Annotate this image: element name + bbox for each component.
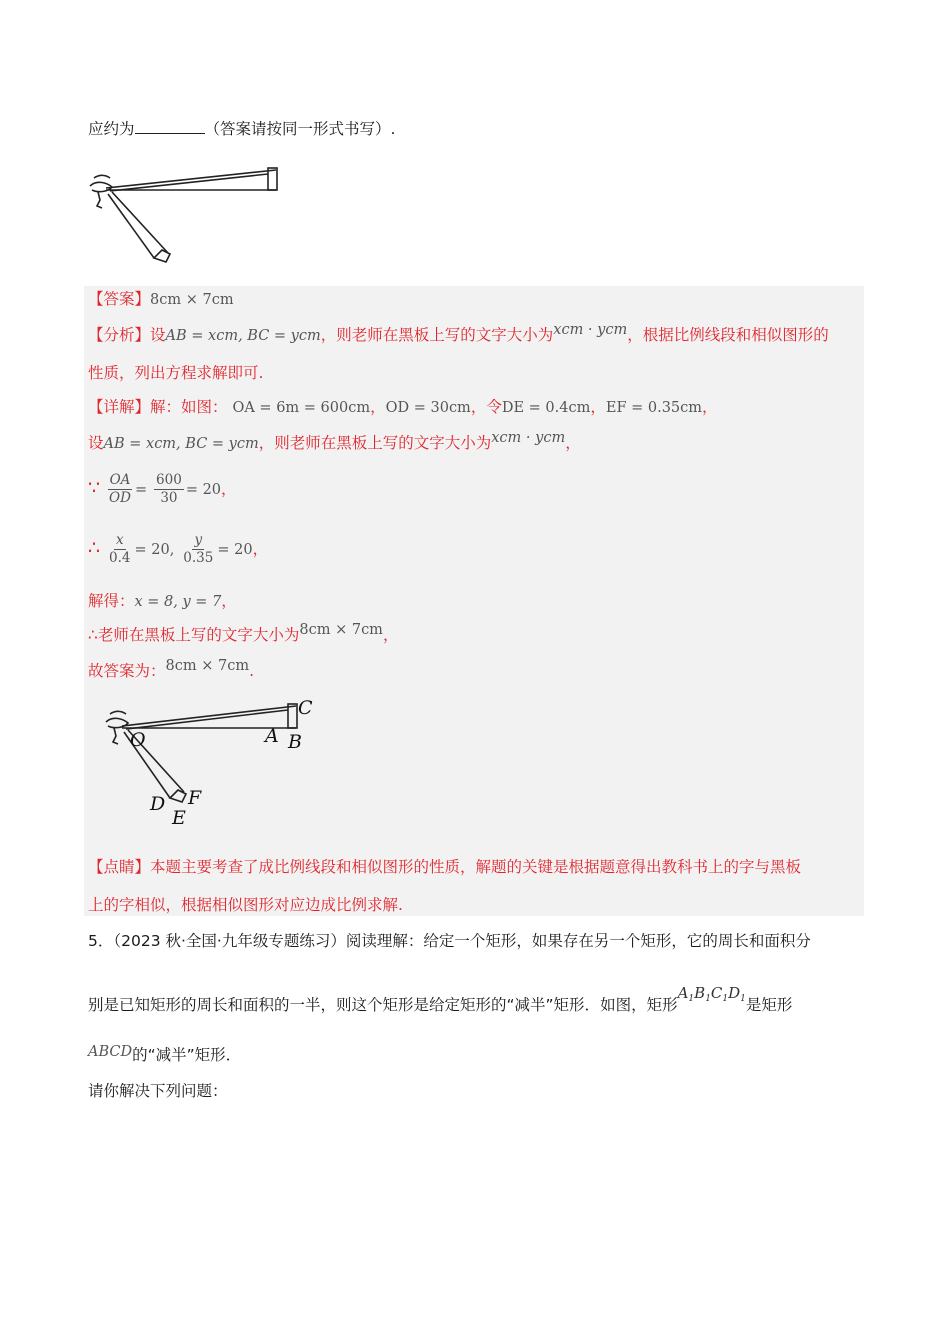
eq-20: = 20 — [185, 482, 222, 498]
label-C: C — [298, 697, 313, 719]
because-symbol: ∵ — [88, 477, 101, 499]
intro-suffix: （答案请按同一形式书写）. — [204, 120, 396, 138]
detail-text-1d: ， — [590, 398, 606, 416]
intro-line — [88, 118, 395, 140]
fraction-num: x — [115, 532, 124, 548]
detail-line-6 — [88, 624, 398, 647]
detail-text-2a: 设 — [88, 434, 104, 452]
analysis-math-1: AB = xcm, BC = ycm — [165, 328, 321, 344]
q5-line-3 — [88, 1044, 241, 1067]
detail-math-2a: AB = xcm, BC = ycm — [103, 436, 259, 452]
detail-line-3: ∵ $\frac{OA}{OD}$ = $\frac{600}{30}$ = 20， — [88, 472, 237, 506]
detail-text-1e: ， — [702, 398, 718, 416]
detail-text-2b: ，则老师在黑板上写的文字大小为 — [258, 434, 492, 452]
detail-line-4 — [88, 530, 268, 568]
mid-eq-20: = 20, — [134, 542, 175, 558]
solve-math: x = 8, y = 7 — [134, 594, 222, 610]
final-answer-label: 故答案为： — [88, 662, 166, 680]
answer-label: 【答案】 — [88, 290, 151, 308]
fraction-den: 0.35 — [183, 550, 214, 566]
q5-line-2 — [88, 984, 793, 1022]
comment-line-2: 上的字相似，根据相似图形对应边成比例求解. — [88, 896, 403, 914]
rect-abcd: ABCD — [88, 1044, 133, 1060]
solve-label: 解得： — [88, 592, 135, 610]
eye-and-book-figure — [88, 160, 288, 270]
detail-text-1a: 解：如图： — [150, 398, 228, 416]
label-D: D — [150, 793, 166, 815]
answer-line — [88, 288, 234, 311]
label-A: A — [265, 725, 279, 747]
label-B: B — [288, 731, 302, 753]
rect-a1b1c1d1: $A_1B_1C_1D_1$ — [677, 984, 746, 1004]
q5-text-3b: 的“减半”矩形． — [132, 1046, 242, 1064]
q5-text-2a: 别是已知矩形的周长和面积的一半，则这个矩形是给定矩形的“减半”矩形．如图，矩形 — [88, 996, 678, 1014]
eq-20-b: = 20 — [217, 542, 253, 558]
detail-line-7 — [88, 660, 254, 683]
detail-math-2b: xcm · ycm — [491, 430, 566, 446]
detail-math-ef: EF = 0.35cm — [605, 400, 703, 416]
fraction-den: 30 — [160, 490, 178, 506]
label-F: F — [188, 787, 202, 809]
label-O: O — [130, 729, 146, 751]
fraction-num: OA — [109, 472, 131, 488]
detail-math-oa: OA = 6m = 600cm — [232, 400, 371, 416]
analysis-text-1: 设 — [150, 326, 166, 344]
comment-line-1 — [88, 856, 801, 878]
final-answer-math: 8cm × 7cm — [165, 658, 250, 674]
comma-b: ， — [252, 540, 269, 558]
comma-c: ， — [221, 592, 237, 610]
answer-blank — [135, 119, 205, 134]
detail-label: 【详解】 — [88, 398, 151, 416]
comment-label: 【点睛】 — [88, 858, 151, 876]
labeled-figure — [100, 692, 330, 832]
q5-line-4: 请你解决下列问题： — [88, 1082, 228, 1100]
detail-math-od: OD = 30cm — [385, 400, 471, 416]
therefore-symbol: ∴ — [88, 537, 101, 559]
fraction-oa-od — [107, 472, 133, 507]
comma-d: ， — [382, 626, 399, 644]
comma: ， — [221, 480, 237, 498]
fraction-x-04 — [107, 532, 132, 567]
analysis-line-2: 性质，列出方程求解即可. — [88, 364, 264, 382]
fraction-den: 0.4 — [109, 550, 131, 566]
detail-text-2c: ， — [565, 434, 581, 452]
answer-value: 8cm × 7cm — [150, 292, 234, 308]
analysis-math-2: xcm · ycm — [553, 322, 628, 338]
conclusion-math: 8cm × 7cm — [299, 622, 383, 638]
detail-math-de: DE = 0.4cm — [501, 400, 591, 416]
detail-line-5 — [88, 590, 237, 613]
analysis-text-3: ，根据比例线段和相似图形的 — [627, 326, 829, 344]
comment-text-1: 本题主要考查了成比例线段和相似图形的性质，解题的关键是根据题意得出教科书上的字与黑板 — [150, 858, 802, 876]
final-period: . — [249, 662, 255, 680]
fraction-den: OD — [109, 490, 131, 506]
fraction-num: 600 — [156, 472, 182, 488]
fraction-num: y — [194, 532, 203, 548]
fraction-y-035 — [181, 532, 215, 567]
q5-text-2b: 是矩形 — [745, 996, 793, 1014]
analysis-label: 【分析】 — [88, 326, 151, 344]
detail-line-1 — [88, 396, 718, 419]
intro-prefix: 应约为 — [88, 120, 135, 138]
fraction-600-30 — [154, 472, 184, 507]
conclusion-text: ∴老师在黑板上写的文字大小为 — [88, 626, 300, 644]
label-E: E — [172, 807, 186, 829]
analysis-line-1 — [88, 324, 829, 347]
analysis-text-2: ，则老师在黑板上写的文字大小为 — [320, 326, 554, 344]
detail-text-1b: ， — [370, 398, 386, 416]
detail-line-2 — [88, 432, 581, 455]
detail-text-1c: ，令 — [470, 398, 502, 416]
q5-line-1: 5．（2023 秋·全国·九年级专题练习）阅读理解：给定一个矩形，如果存在另一个矩形，它的周长和面积分 — [88, 932, 811, 950]
